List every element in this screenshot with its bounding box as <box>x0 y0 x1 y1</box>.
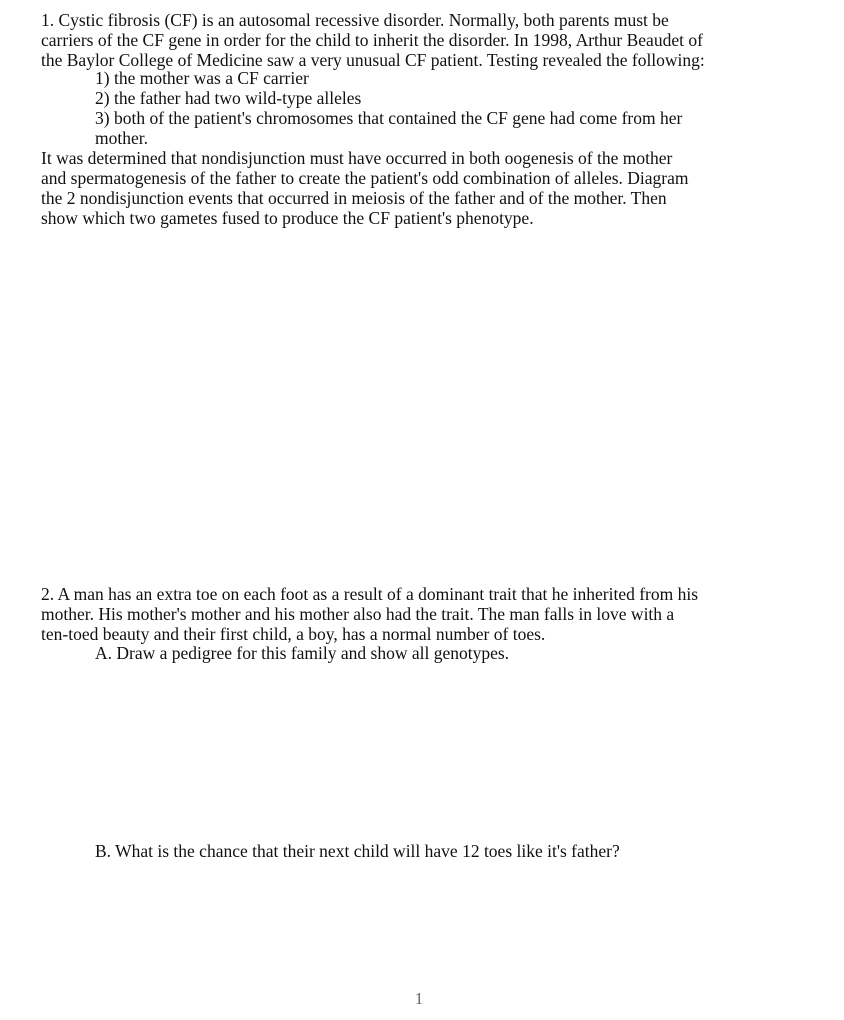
question-2-line: ten-toed beauty and their first child, a boy, has a normal number of toes. <box>41 624 546 644</box>
finding-2: 2) the father had two wild-type alleles <box>95 88 362 108</box>
question-2-line: 2. A man has an extra toe on each foot as a result of a dominant trait that he inherited from his <box>41 584 699 604</box>
page-number: 1 <box>414 989 424 1008</box>
question-1-conclusion-line: show which two gametes fused to produce the CF patient's phenotype. <box>41 208 534 228</box>
question-1-line: carriers of the CF gene in order for the child to inherit the disorder. In 1998, Arthur Beaudet of <box>41 30 703 50</box>
finding-3-continued: mother. <box>95 128 148 148</box>
question-1-line: the Baylor College of Medicine saw a very unusual CF patient. Testing revealed the following: <box>41 50 705 70</box>
question-2-part-b: B. What is the chance that their next child will have 12 toes like it's father? <box>95 841 620 861</box>
question-1-conclusion-line: the 2 nondisjunction events that occurred in meiosis of the father and of the mother. Then <box>41 188 667 208</box>
question-2-line: mother. His mother's mother and his mother also had the trait. The man falls in love with a <box>41 604 675 624</box>
question-2-part-a: A. Draw a pedigree for this family and show all genotypes. <box>95 643 510 663</box>
question-1-conclusion-line: and spermatogenesis of the father to create the patient's odd combination of alleles. Diagram <box>41 168 689 188</box>
question-1-conclusion-line: It was determined that nondisjunction must have occurred in both oogenesis of the mother <box>41 148 673 168</box>
finding-1: 1) the mother was a CF carrier <box>95 68 309 88</box>
question-1-line: 1. Cystic fibrosis (CF) is an autosomal recessive disorder. Normally, both parents must be <box>41 10 669 30</box>
finding-3: 3) both of the patient's chromosomes that contained the CF gene had come from her <box>95 108 683 128</box>
